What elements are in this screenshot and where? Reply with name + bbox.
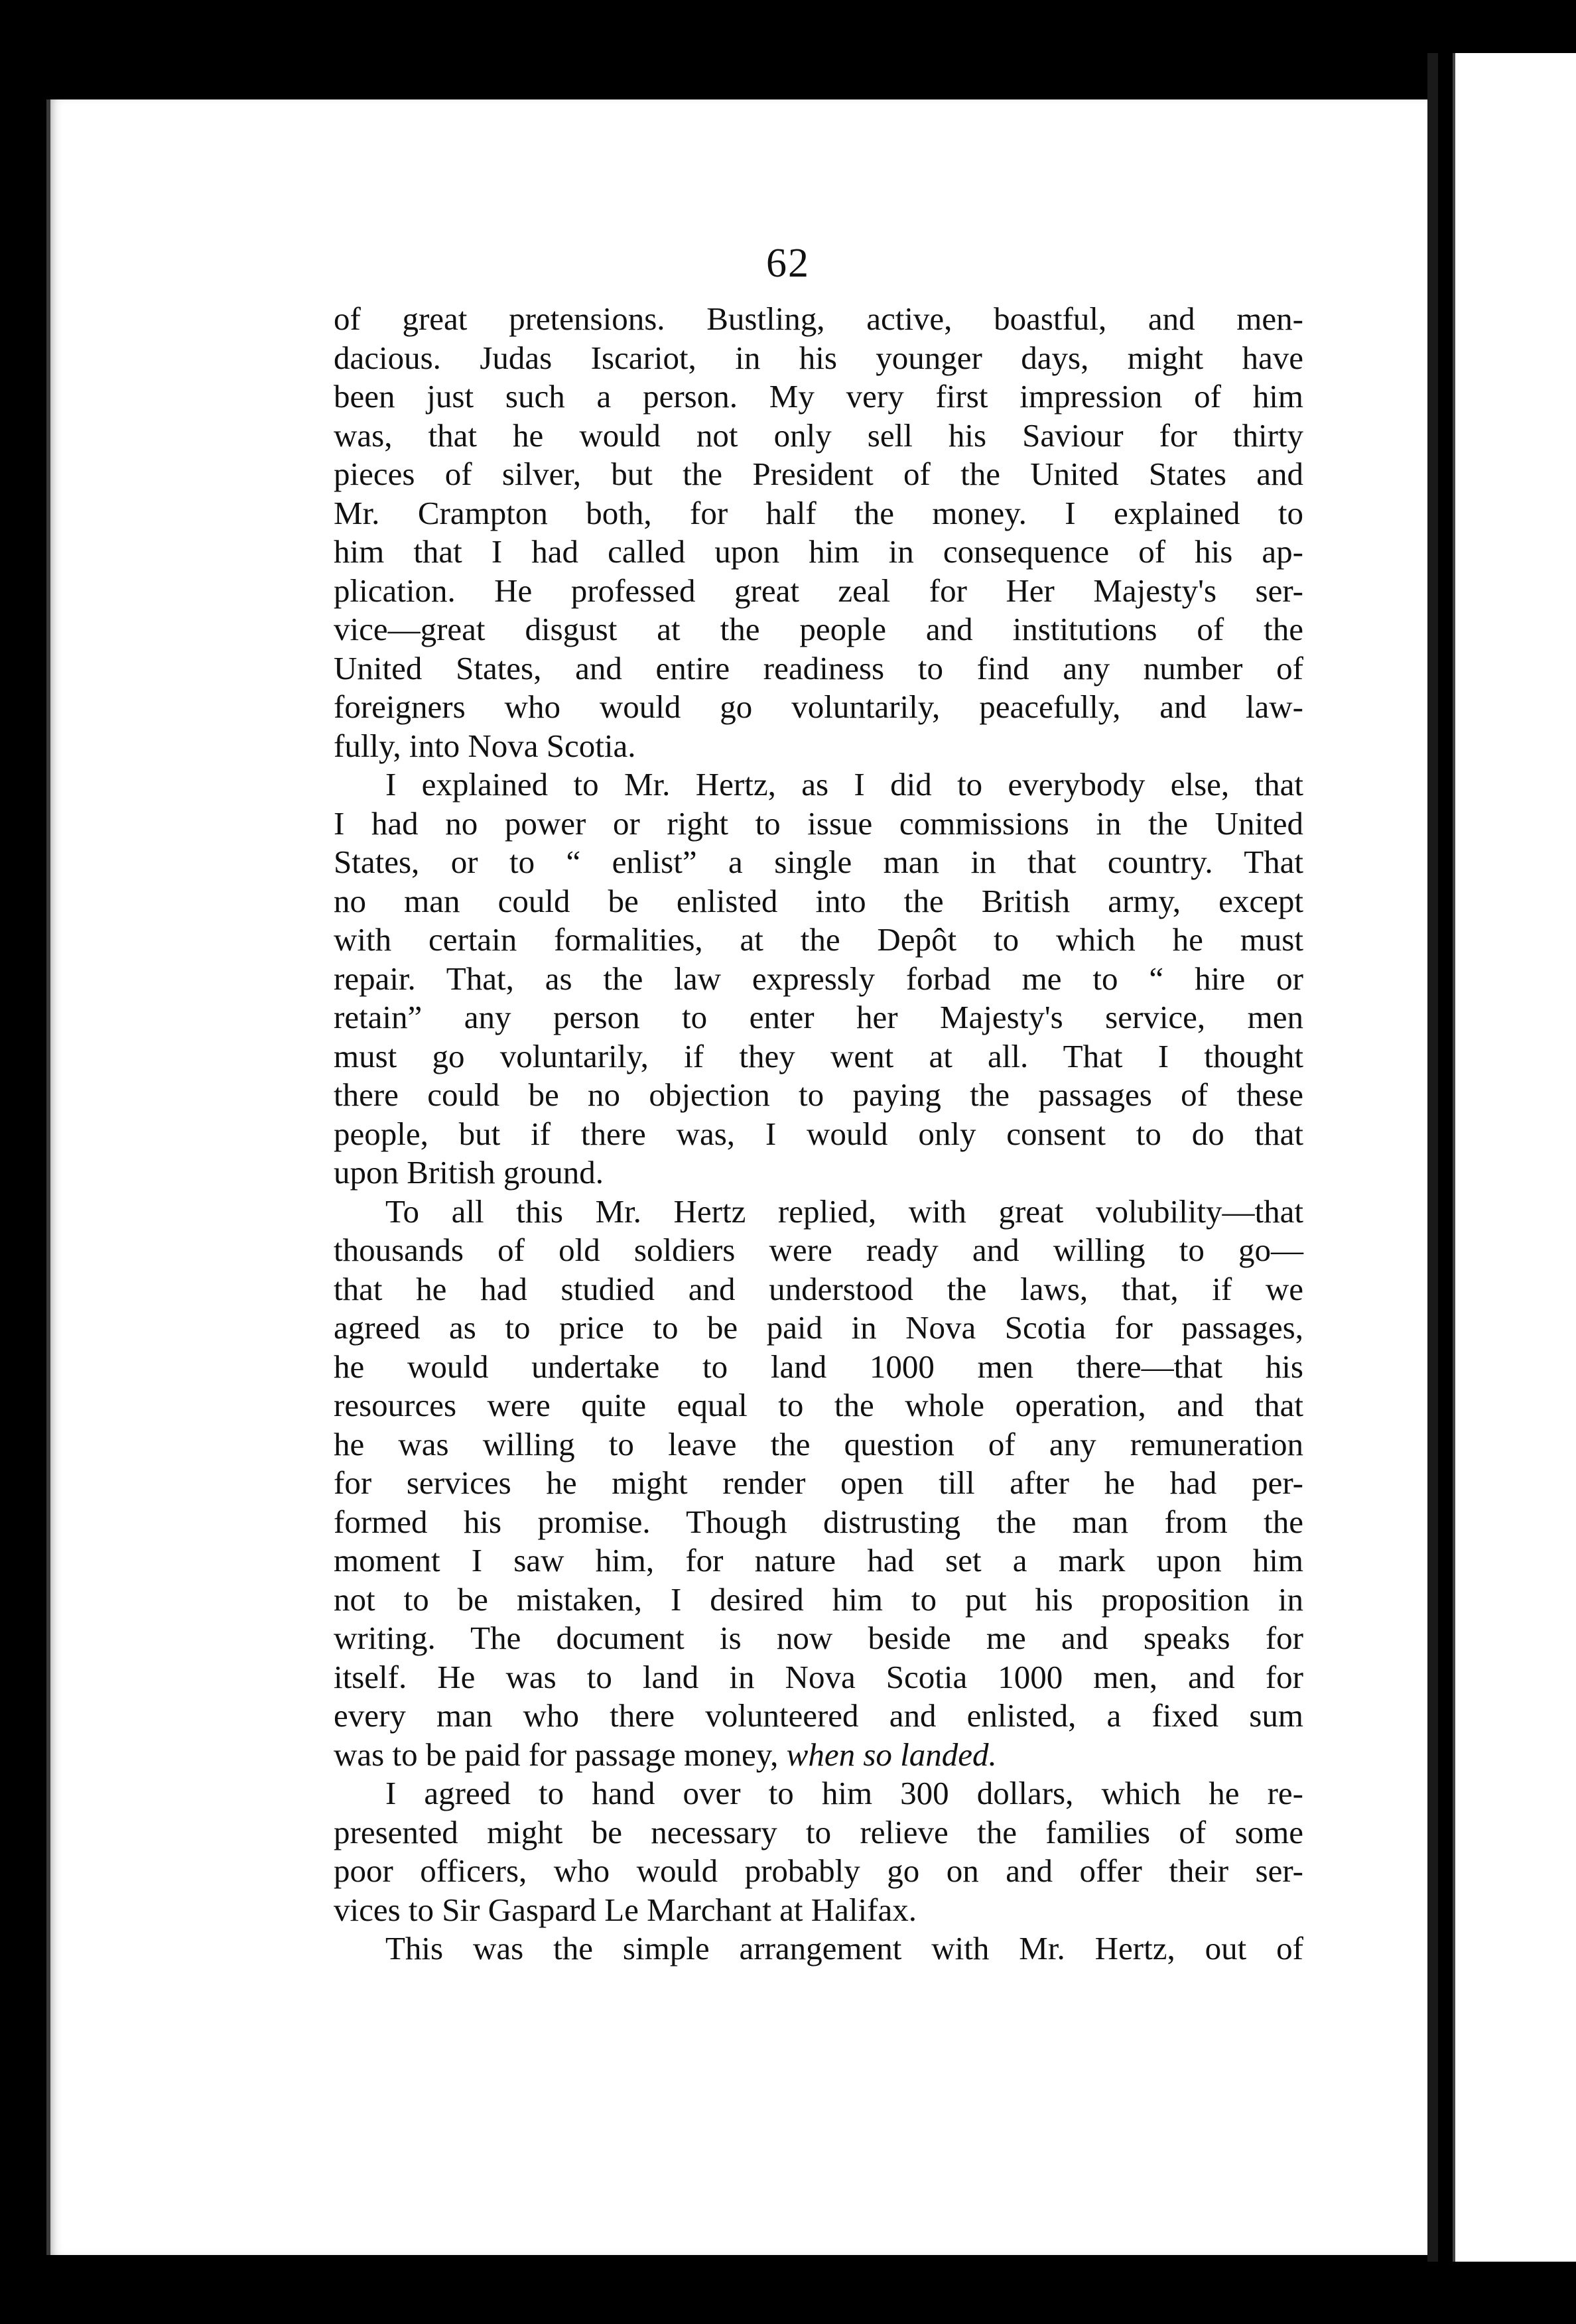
- text-line: I agreed to hand over to him 300 dollars, which he re-: [385, 1775, 1303, 1811]
- paragraph-1: [334, 300, 1303, 765]
- body-text: [334, 300, 1303, 1969]
- text-line: thousands of old soldiers were ready and willing to go—: [334, 1232, 1303, 1268]
- italic-text-run: when so landed.: [786, 1736, 997, 1773]
- text-line: for services he might render open till after he had per-: [334, 1464, 1303, 1501]
- paragraph-2: [334, 765, 1303, 1193]
- text-line: presented might be necessary to relieve the families of some: [334, 1813, 1303, 1850]
- right-page-edge: [1453, 53, 1576, 2262]
- text-line: [334, 1736, 1303, 1775]
- text-line: of great pretensions. Bustling, active, boastful, and men-: [334, 300, 1303, 337]
- text-line: that he had studied and understood the laws, that, if we: [334, 1270, 1303, 1307]
- text-line: pieces of silver, but the President of the United States and: [334, 456, 1303, 492]
- paragraph-3: [334, 1193, 1303, 1775]
- text-line: I had no power or right to issue commissions in the United: [334, 805, 1303, 842]
- text-line: vice—great disgust at the people and institutions of the: [334, 611, 1303, 647]
- text-line: no man could be enlisted into the British army, except: [334, 882, 1303, 919]
- text-line: writing. The document is now beside me and speaks for: [334, 1620, 1303, 1656]
- text-line: not to be mistaken, I desired him to put his proposition in: [334, 1581, 1303, 1618]
- text-line: Mr. Crampton both, for half the money. I explained to: [334, 494, 1303, 531]
- text-line: itself. He was to land in Nova Scotia 1000 men, and for: [334, 1658, 1303, 1695]
- text-line: retain” any person to enter her Majesty's service, men: [334, 999, 1303, 1035]
- page-number: 62: [766, 241, 810, 286]
- text-line: agreed as to price to be paid in Nova Scotia for passages,: [334, 1309, 1303, 1346]
- text-line: foreigners who would go voluntarily, peacefully, and law-: [334, 688, 1303, 725]
- text-line: him that I had called upon him in consequence of his ap-: [334, 533, 1303, 570]
- text-line: moment I saw him, for nature had set a mark upon him: [334, 1542, 1303, 1579]
- text-line: I explained to Mr. Hertz, as I did to everybody else, that: [385, 766, 1303, 803]
- text-line: every man who there volunteered and enlisted, a fixed sum: [334, 1697, 1303, 1734]
- text-line: must go voluntarily, if they went at all. That I thought: [334, 1037, 1303, 1074]
- text-line: people, but if there was, I would only consent to do that: [334, 1115, 1303, 1152]
- text-line: upon British ground.: [334, 1154, 604, 1191]
- text-line: with certain formalities, at the Depôt to which he must: [334, 921, 1303, 958]
- text-line: poor officers, who would probably go on and offer their ser-: [334, 1852, 1303, 1889]
- text-line: was, that he would not only sell his Saviour for thirty: [334, 417, 1303, 454]
- text-line: he was willing to leave the question of any remuneration: [334, 1425, 1303, 1462]
- paragraph-4: [334, 1774, 1303, 1929]
- text-line: there could be no objection to paying the passages of these: [334, 1076, 1303, 1113]
- text-line: vices to Sir Gaspard Le Marchant at Halifax.: [334, 1891, 917, 1928]
- text-line: States, or to “ enlist” a single man in that country. That: [334, 844, 1303, 880]
- text-line: he would undertake to land 1000 men there—that his: [334, 1348, 1303, 1385]
- text-line: United States, and entire readiness to find any number of: [334, 649, 1303, 686]
- paragraph-5: [334, 1929, 1303, 1969]
- text-run: was to be paid for passage money,: [334, 1736, 787, 1773]
- text-line: dacious. Judas Iscariot, in his younger days, might have: [334, 339, 1303, 376]
- text-line: This was the simple arrangement with Mr. Hertz, out of: [385, 1930, 1303, 1967]
- text-line: resources were quite equal to the whole operation, and that: [334, 1387, 1303, 1423]
- text-line: plication. He professed great zeal for Her Majesty's ser-: [334, 572, 1303, 609]
- text-line: To all this Mr. Hertz replied, with great volubility—that: [385, 1193, 1303, 1230]
- text-line: repair. That, as the law expressly forbad me to “ hire or: [334, 960, 1303, 997]
- text-line: formed his promise. Though distrusting the man from the: [334, 1503, 1303, 1540]
- text-line: been just such a person. My very first impression of him: [334, 378, 1303, 415]
- book-gutter: [1427, 53, 1438, 2262]
- text-line: fully, into Nova Scotia.: [334, 727, 636, 764]
